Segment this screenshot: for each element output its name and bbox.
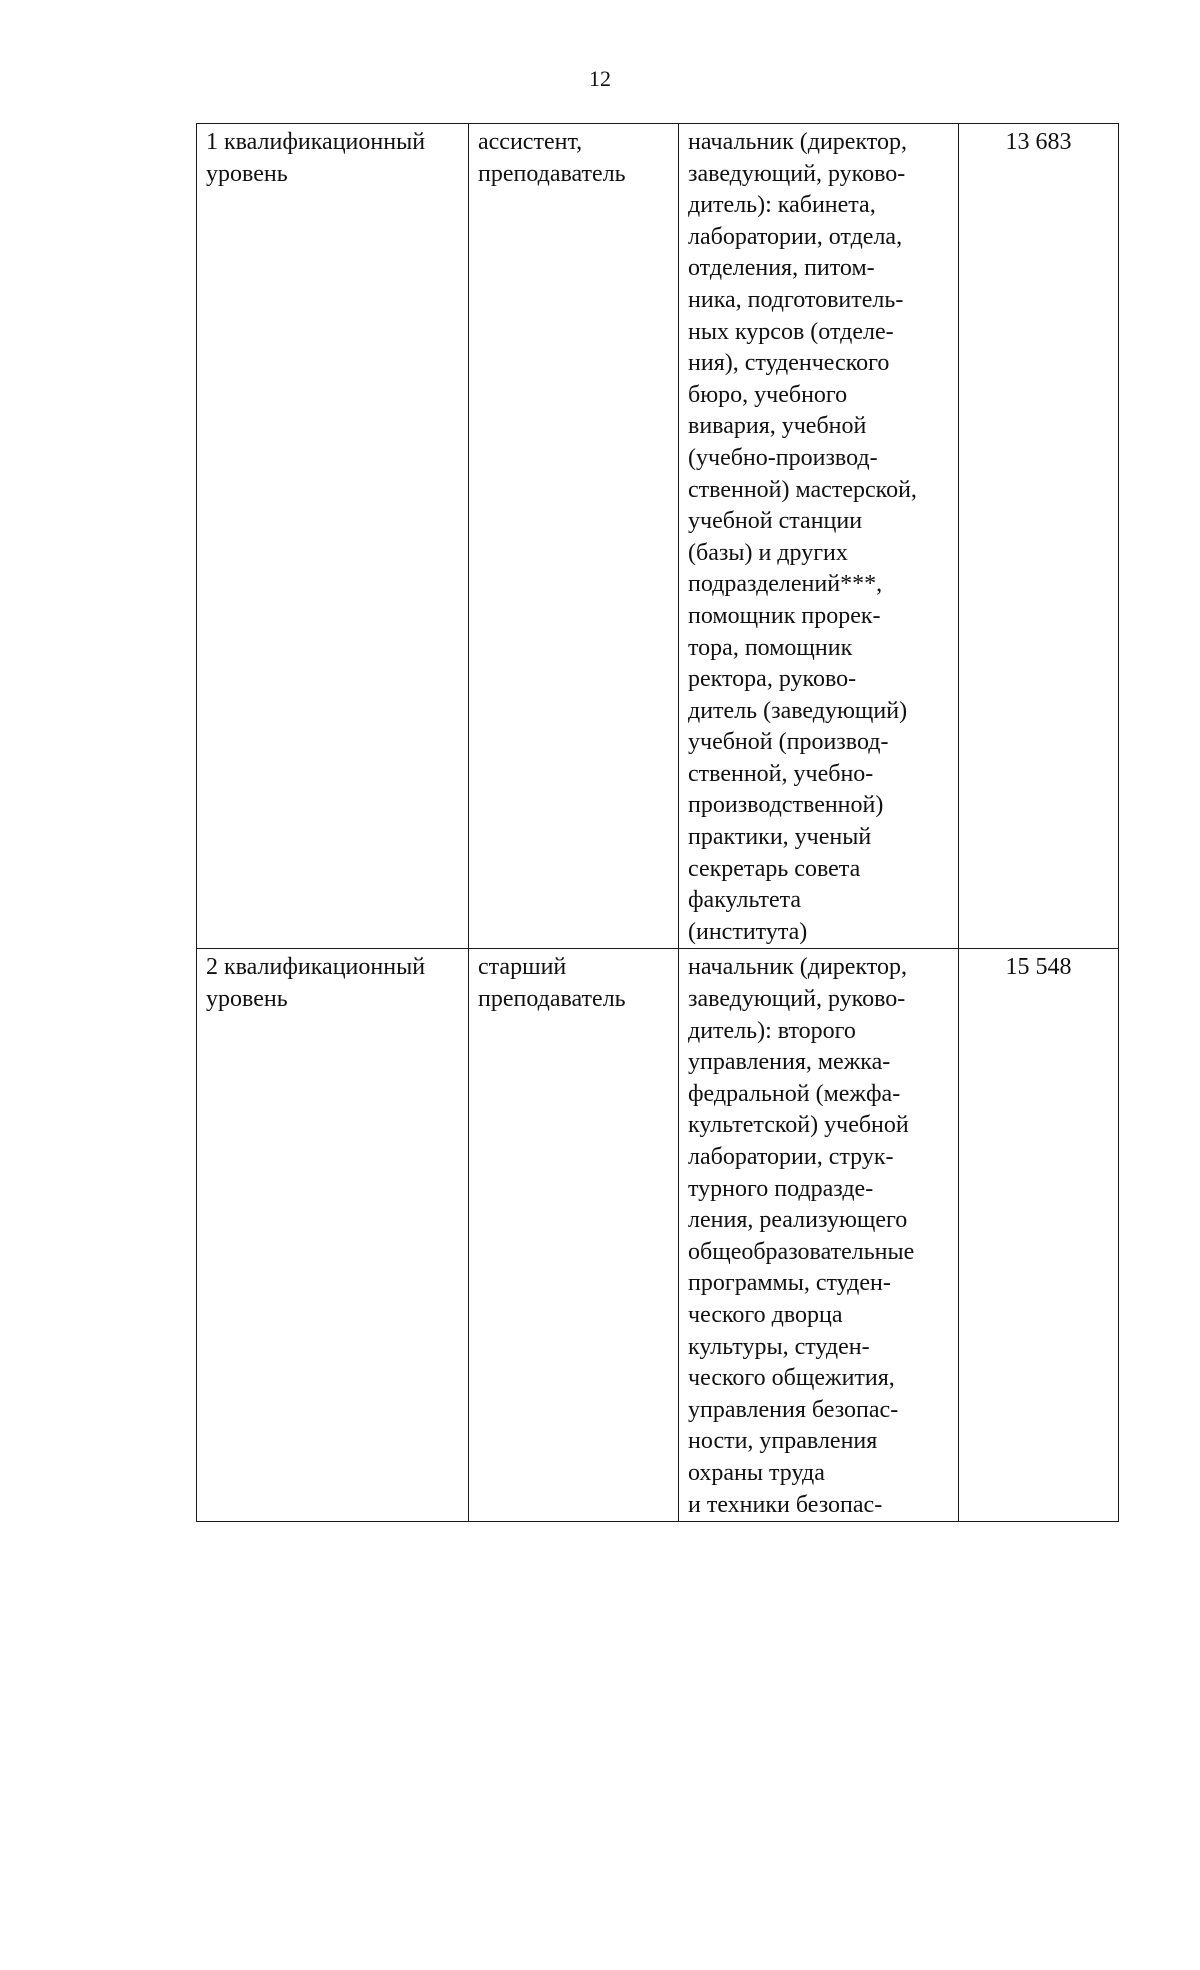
description-line: (института) bbox=[688, 918, 808, 945]
qualification-level-cell bbox=[197, 949, 469, 1522]
description-line: лаборатории, отдела, bbox=[688, 223, 903, 250]
description-line: заведующий, руково- bbox=[688, 160, 906, 187]
description-line: заведующий, руково- bbox=[688, 986, 906, 1013]
description-line: практики, ученый bbox=[688, 824, 872, 851]
description-line: ника, подготовитель- bbox=[688, 286, 904, 313]
description-line: факультета bbox=[688, 887, 802, 914]
qualification-level-line: 1 квалификационный bbox=[206, 129, 426, 155]
description-line: дитель): второго bbox=[688, 1017, 856, 1044]
description-line: культуры, студен- bbox=[688, 1333, 870, 1360]
description-line: учебной станции bbox=[688, 508, 863, 535]
description-line: общеобразовательные bbox=[688, 1238, 915, 1265]
description-line: помощник прорек- bbox=[688, 602, 881, 629]
description-line: (базы) и других bbox=[688, 539, 848, 566]
description-line: дитель): кабинета, bbox=[688, 192, 876, 219]
description-line: начальник (директор, bbox=[688, 129, 907, 155]
amount-cell bbox=[959, 949, 1119, 1522]
description-line: тора, помощник bbox=[688, 634, 853, 661]
description-line: ления, реализующего bbox=[688, 1207, 908, 1234]
amount-value: 15 548 bbox=[1005, 954, 1072, 981]
description-line: ческого дворца bbox=[688, 1301, 843, 1328]
position-cell bbox=[469, 949, 679, 1522]
description-line: управления безопас- bbox=[688, 1396, 899, 1423]
description-line: программы, студен- bbox=[688, 1270, 891, 1297]
description-line: подразделений***, bbox=[688, 571, 883, 598]
description-cell bbox=[679, 949, 959, 1522]
description-line: отделения, питом- bbox=[688, 255, 875, 282]
description-line: (учебно-производ- bbox=[688, 444, 878, 471]
description-line: ности, управления bbox=[688, 1428, 878, 1455]
table-row bbox=[197, 124, 1119, 949]
page-number: 12 bbox=[589, 66, 611, 91]
description-line: федральной (межфа- bbox=[688, 1080, 901, 1107]
description-line: бюро, учебного bbox=[688, 381, 848, 408]
table-row bbox=[197, 949, 1119, 1522]
description-line: культетской) учебной bbox=[688, 1112, 909, 1139]
description-line: начальник (директор, bbox=[688, 954, 907, 981]
description-line: турного подразде- bbox=[688, 1175, 874, 1202]
description-line: ректора, руково- bbox=[688, 666, 857, 693]
description-line: ственной) мастерской, bbox=[688, 476, 917, 503]
description-line: дитель (заведующий) bbox=[688, 697, 908, 724]
position-line: ассистент, bbox=[478, 129, 583, 155]
description-cell bbox=[679, 124, 959, 949]
description-line: и техники безопас- bbox=[688, 1491, 883, 1518]
description-line: вивария, учебной bbox=[688, 413, 867, 440]
description-line: учебной (производ- bbox=[688, 729, 889, 756]
description-line: ния), студенческого bbox=[688, 350, 890, 377]
qualification-level-cell bbox=[197, 124, 469, 949]
qualification-level-line: уровень bbox=[206, 986, 288, 1013]
qualification-level-line: уровень bbox=[206, 160, 288, 187]
description-line: управления, межка- bbox=[688, 1049, 891, 1076]
description-line: производственной) bbox=[688, 792, 884, 819]
amount-value: 13 683 bbox=[1005, 129, 1072, 155]
amount-cell bbox=[959, 124, 1119, 949]
description-line: ственной, учебно- bbox=[688, 760, 874, 787]
position-line: старший bbox=[478, 954, 567, 981]
salary-table bbox=[196, 123, 1119, 1522]
description-line: охраны труда bbox=[688, 1459, 825, 1486]
position-line: преподаватель bbox=[478, 986, 626, 1013]
description-line: ческого общежития, bbox=[688, 1365, 895, 1392]
description-line: секретарь совета bbox=[688, 855, 861, 882]
description-line: лаборатории, струк- bbox=[688, 1144, 894, 1170]
description-line: ных курсов (отделе- bbox=[688, 318, 894, 345]
position-cell bbox=[469, 124, 679, 949]
qualification-level-line: 2 квалификационный bbox=[206, 954, 426, 981]
position-line: преподаватель bbox=[478, 160, 626, 187]
